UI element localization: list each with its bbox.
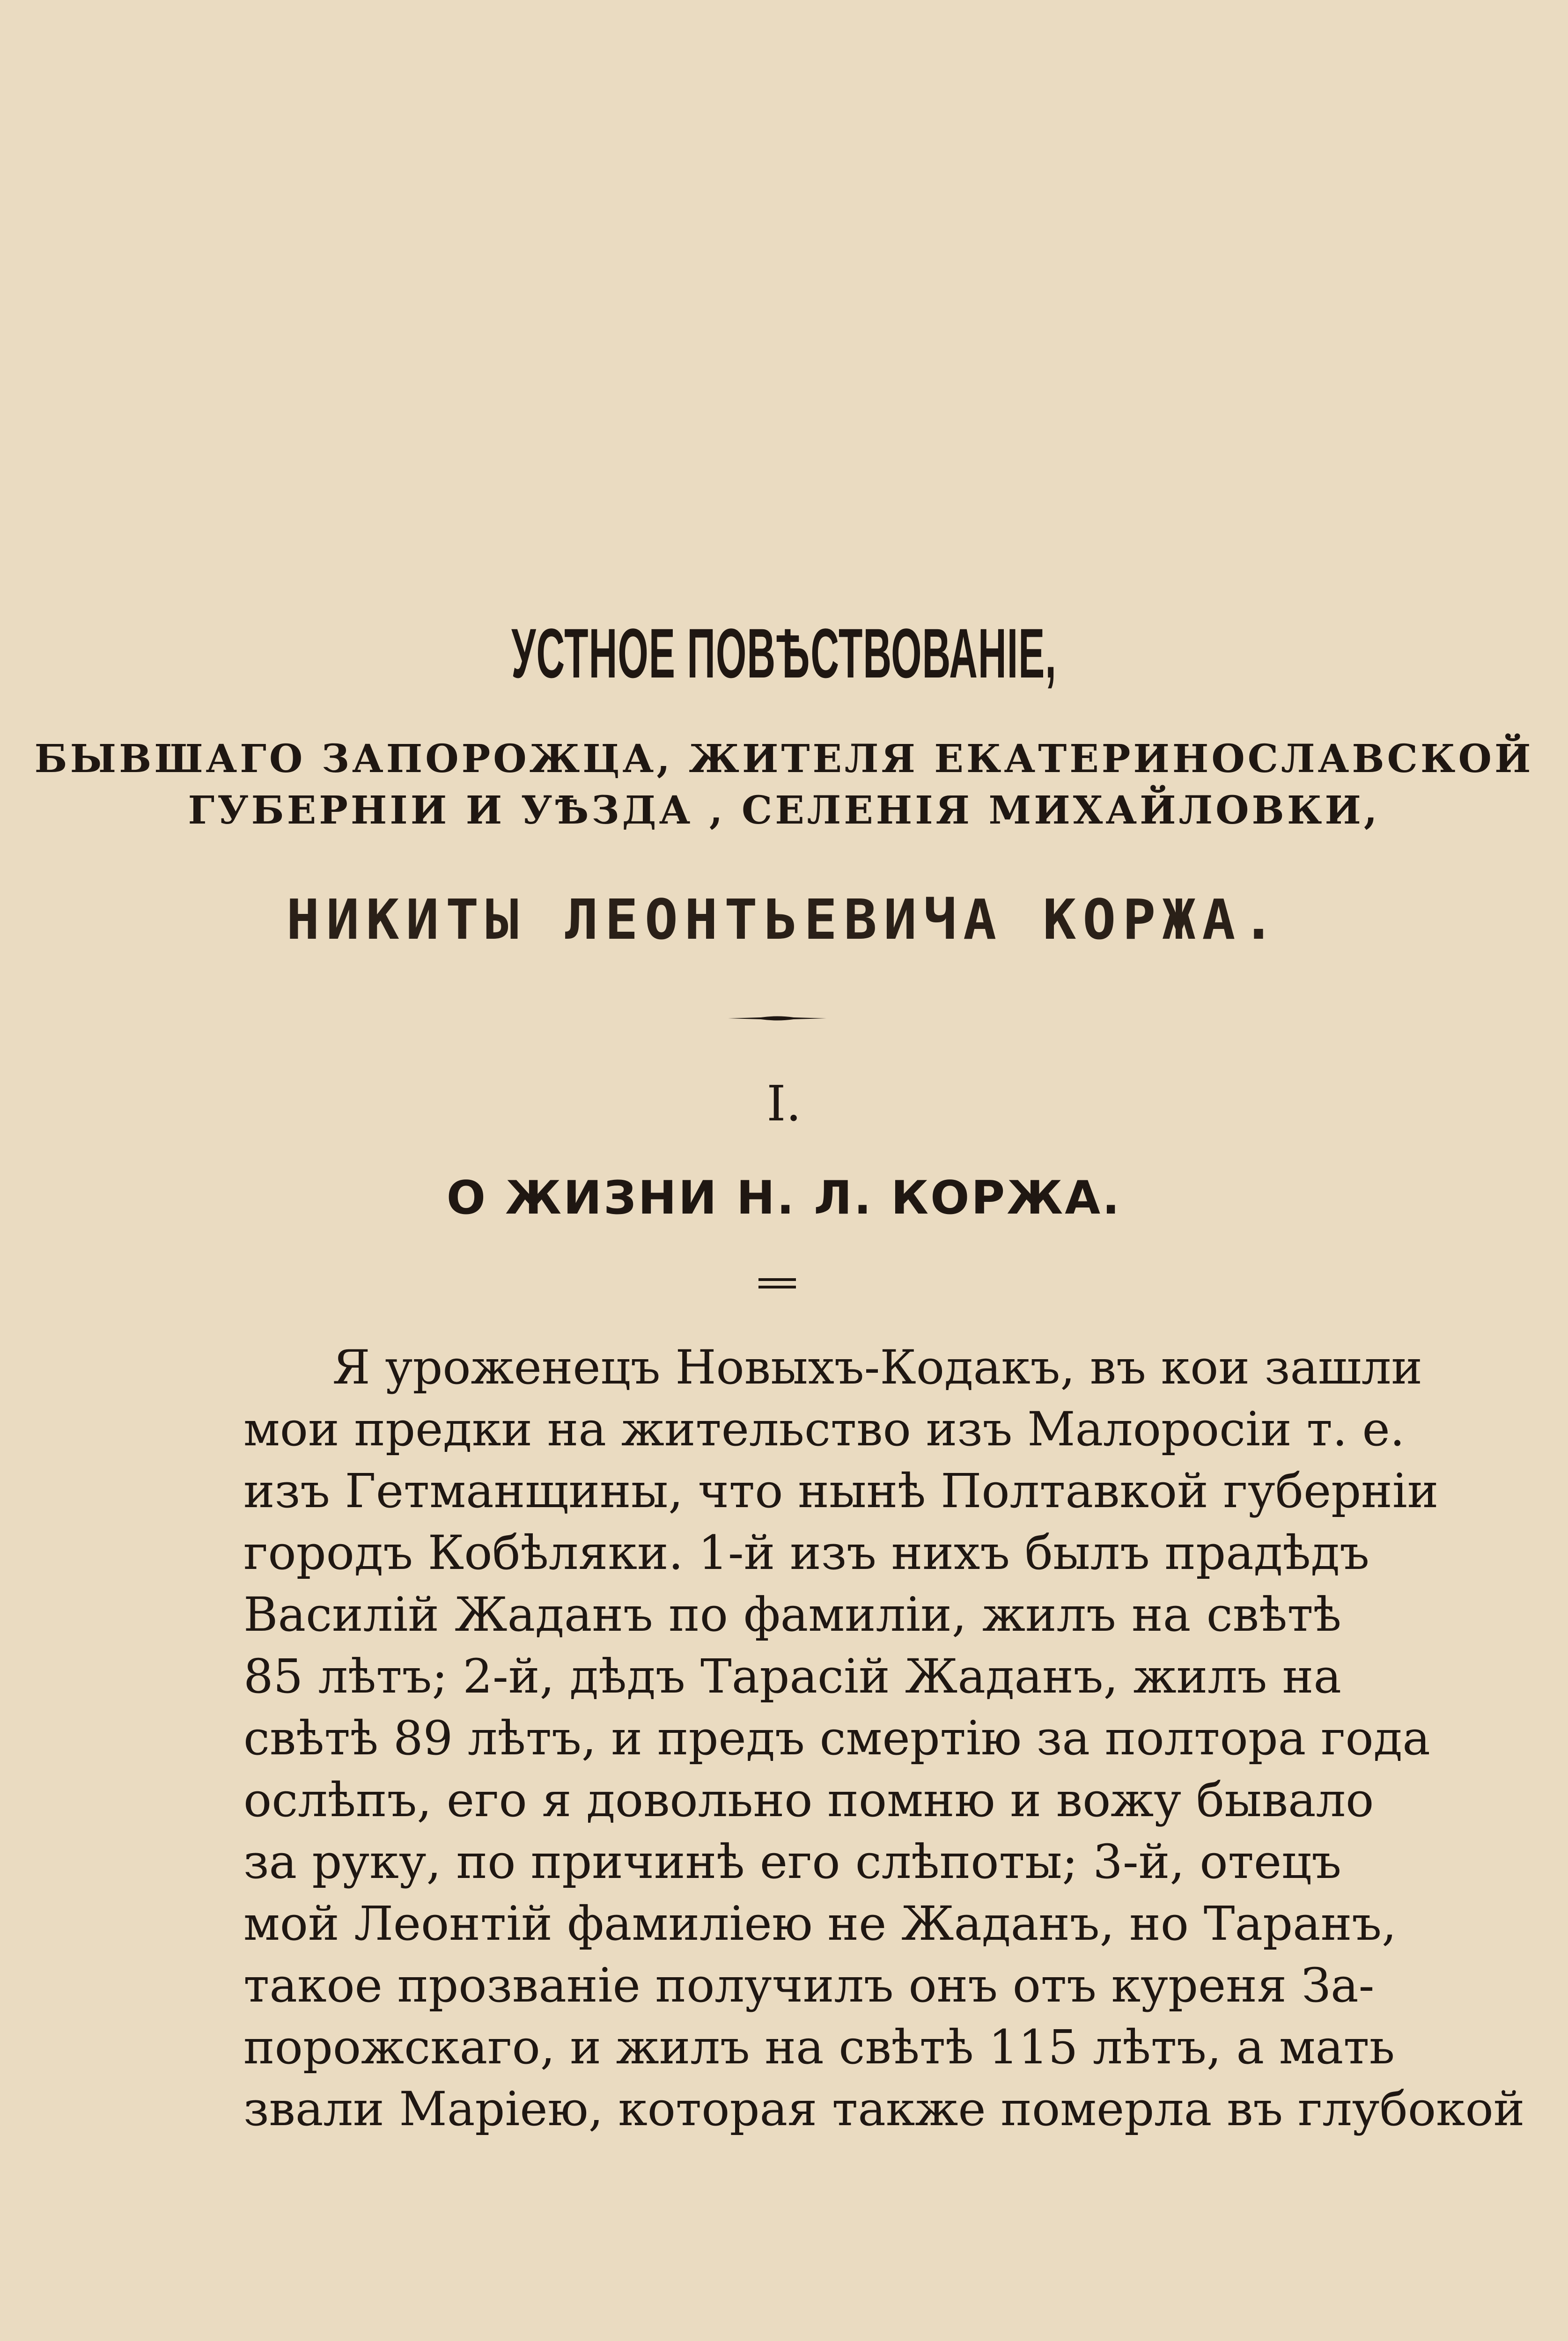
body-line: мои предки на жительство изъ Малоросіи т. е. <box>243 1402 1405 1457</box>
section-title: О ЖИЗНИ Н. Л. КОРЖА. <box>446 1171 1122 1225</box>
body-line: городъ Кобѣляки. 1-й изъ нихъ былъ прадѣдъ <box>243 1525 1369 1580</box>
section-number: I. <box>766 1075 802 1132</box>
body-line: ослѣпъ, его я довольно помню и вожу бывало <box>243 1773 1374 1827</box>
double-rule <box>758 1277 796 1289</box>
body-line: за руку, по причинѣ его слѣпоты; 3-й, отецъ <box>243 1834 1341 1889</box>
body-line: мой Леонтій фамиліею не Жаданъ, но Таранъ, <box>243 1896 1397 1951</box>
author-name: НИКИТЫ ЛЕОНТЬЕВИЧА КОРЖА. <box>286 887 1282 952</box>
body-text <box>243 1337 1525 2140</box>
body-line: порожскаго, и жилъ на свѣтѣ 115 лѣтъ, а мать <box>243 2020 1395 2075</box>
body-line: изъ Гетманщины, что нынѣ Полтавкой губерніи <box>243 1464 1439 1518</box>
body-line: Я уроженецъ Новыхъ-Кодакъ, въ кои зашли <box>332 1340 1423 1395</box>
subtitle-line-2: ГУБЕРНІИ И УѢЗДА , СЕЛЕНІЯ МИХАЙЛОВКИ, <box>188 788 1380 833</box>
main-title: УСТНОЕ ПОВѢСТВОВАНІЕ, <box>511 614 1057 692</box>
ornamental-rule <box>728 1015 826 1022</box>
body-line: такое прозваніе получилъ онъ отъ куреня За- <box>243 1958 1375 2013</box>
body-line: звали Маріею, которая также померла въ глубокой <box>243 2082 1525 2136</box>
body-line: свѣтѣ 89 лѣтъ, и предъ смертію за полтора года <box>243 1711 1430 1766</box>
body-line: Василій Жаданъ по фамиліи, жилъ на свѣтѣ <box>243 1587 1341 1642</box>
body-line: 85 лѣтъ; 2-й, дѣдъ Тарасій Жаданъ, жилъ на <box>243 1649 1341 1704</box>
subtitle-line-1: БЫВШАГО ЗАПОРОЖЦА, ЖИТЕЛЯ ЕКАТЕРИНОСЛАВСКОЙ <box>34 736 1534 781</box>
